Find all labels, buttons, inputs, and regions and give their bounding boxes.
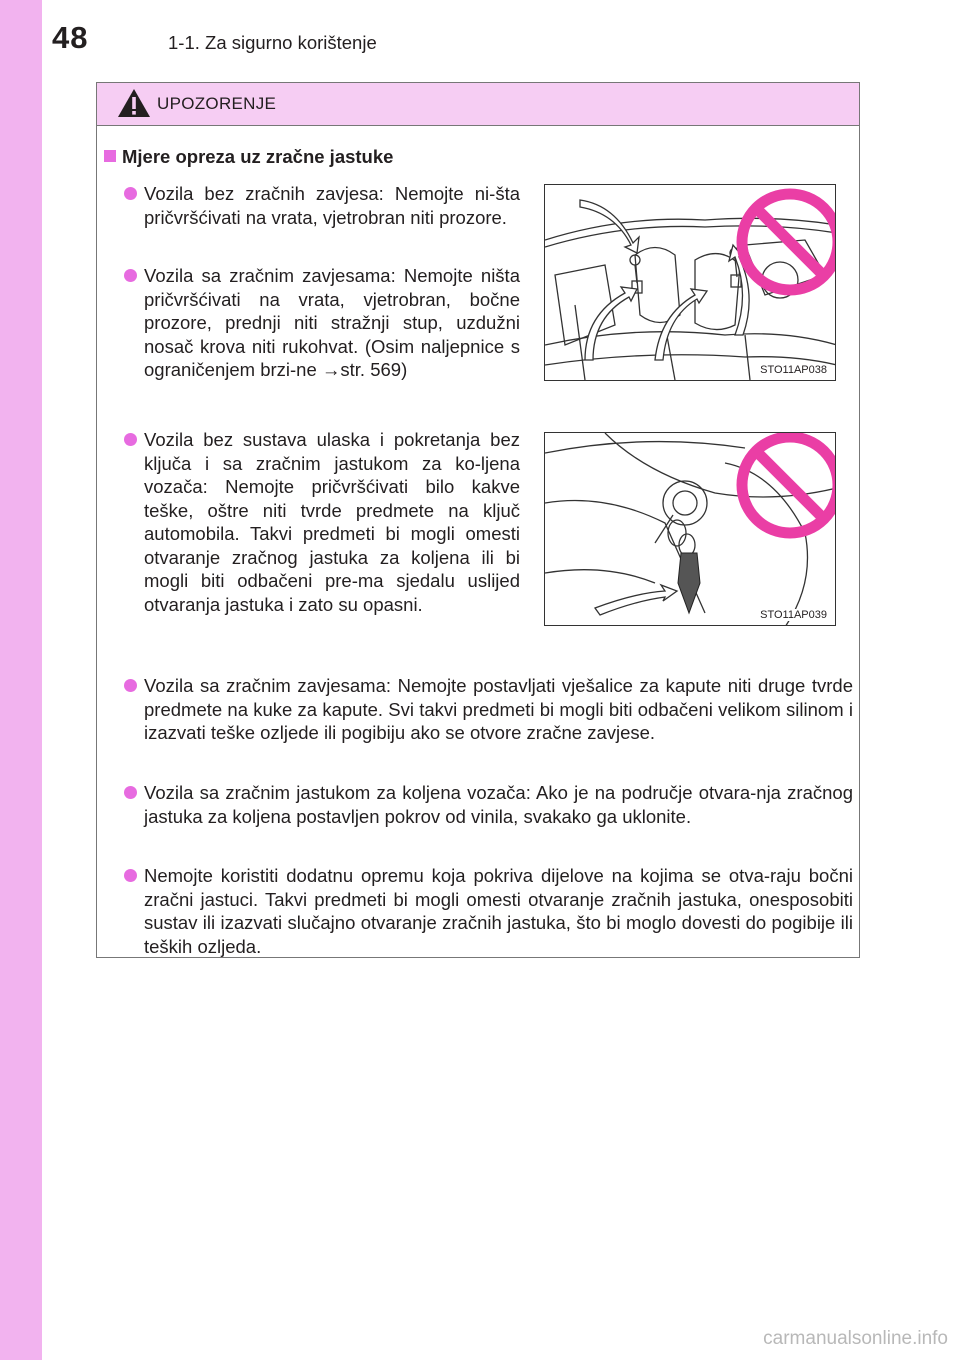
list-item [144, 428, 520, 616]
figure-key-illustration [544, 432, 836, 626]
bullet-dot-icon [124, 269, 137, 282]
list-item-text: Vozila sa zračnim jastukom za koljena vozača: Ako je na područje otvara-nja zračnog jastuka za koljena postavljen pokrov od vinila, svakako ga uklonite. [144, 782, 853, 827]
figure-interior-illustration [544, 184, 836, 381]
page-number: 48 [52, 20, 89, 55]
list-item-text: Vozila sa zračnim zavjesama: Nemojte postavljati vješalice za kapute niti druge tvrde predmete na kuke za kapute. Svi takvi predmeti bi mogli biti odbačeni velikom silinom i izazvati teške ozljede ili pogibiju ako se otvore zračne zavjese. [144, 675, 853, 743]
bullet-dot-icon [124, 433, 137, 446]
bullet-dot-icon [124, 869, 137, 882]
subheading [104, 146, 393, 168]
list-item-text: Vozila sa zračnim zavjesama: Nemojte ništa pričvršćivati na vrata, vjetrobran, bočne prozore, prednji niti stražnji stup, uzdužni nosač krova niti rukohvat. (Osim naljepnice s ograničenjem brzi-ne →str. 569) [144, 265, 520, 380]
figure-code: STO11AP039 [760, 609, 827, 621]
list-item [144, 781, 853, 828]
warning-header [97, 83, 859, 126]
key-illustration [545, 433, 836, 626]
square-bullet-icon [104, 150, 116, 162]
subheading-text: Mjere opreza uz zračne jastuke [122, 146, 394, 167]
list-item-text: Vozila bez zračnih zavjesa: Nemojte ni-šta pričvršćivati na vrata, vjetrobran niti prozore. [144, 183, 520, 228]
bullet-dot-icon [124, 786, 137, 799]
figure-code: STO11AP038 [760, 364, 827, 376]
list-item-text: Vozila bez sustava ulaska i pokretanja bez ključa i sa zračnim jastukom za ko-ljena vozača: Nemojte pričvršćivati bilo kakve teške, oštre niti tvrde predmete na ključ automobila. Takvi predmeti bi mogli omesti otvaranje zračnog jastuka za koljena ili bi mogli biti odbačeni pre-ma sjedalu uslijed otvaranja jastuka i zato su opasni. [144, 429, 520, 615]
section-title: 1-1. Za sigurno korištenje [168, 32, 377, 53]
list-item [144, 264, 520, 382]
warning-triangle-icon [117, 88, 151, 118]
list-item-text: Nemojte koristiti dodatnu opremu koja pokriva dijelove na kojima se otva-raju bočni zračni jastuci. Takvi predmeti bi mogli omesti otvaranje zračnih jastuka, onesposobiti sustav ili izazvati slučajno otvaranje zračnih jastuka, što bi moglo dovesti do pogibije ili teških ozljeda. [144, 865, 853, 957]
side-color-strip [0, 0, 42, 1360]
bullet-dot-icon [124, 187, 137, 200]
list-item [144, 864, 853, 958]
car-interior-illustration [545, 185, 836, 381]
list-item [144, 182, 520, 229]
list-item [144, 674, 853, 745]
warning-title: UPOZORENJE [157, 94, 277, 113]
bullet-dot-icon [124, 679, 137, 692]
watermark: carmanualsonline.info [763, 1328, 948, 1349]
